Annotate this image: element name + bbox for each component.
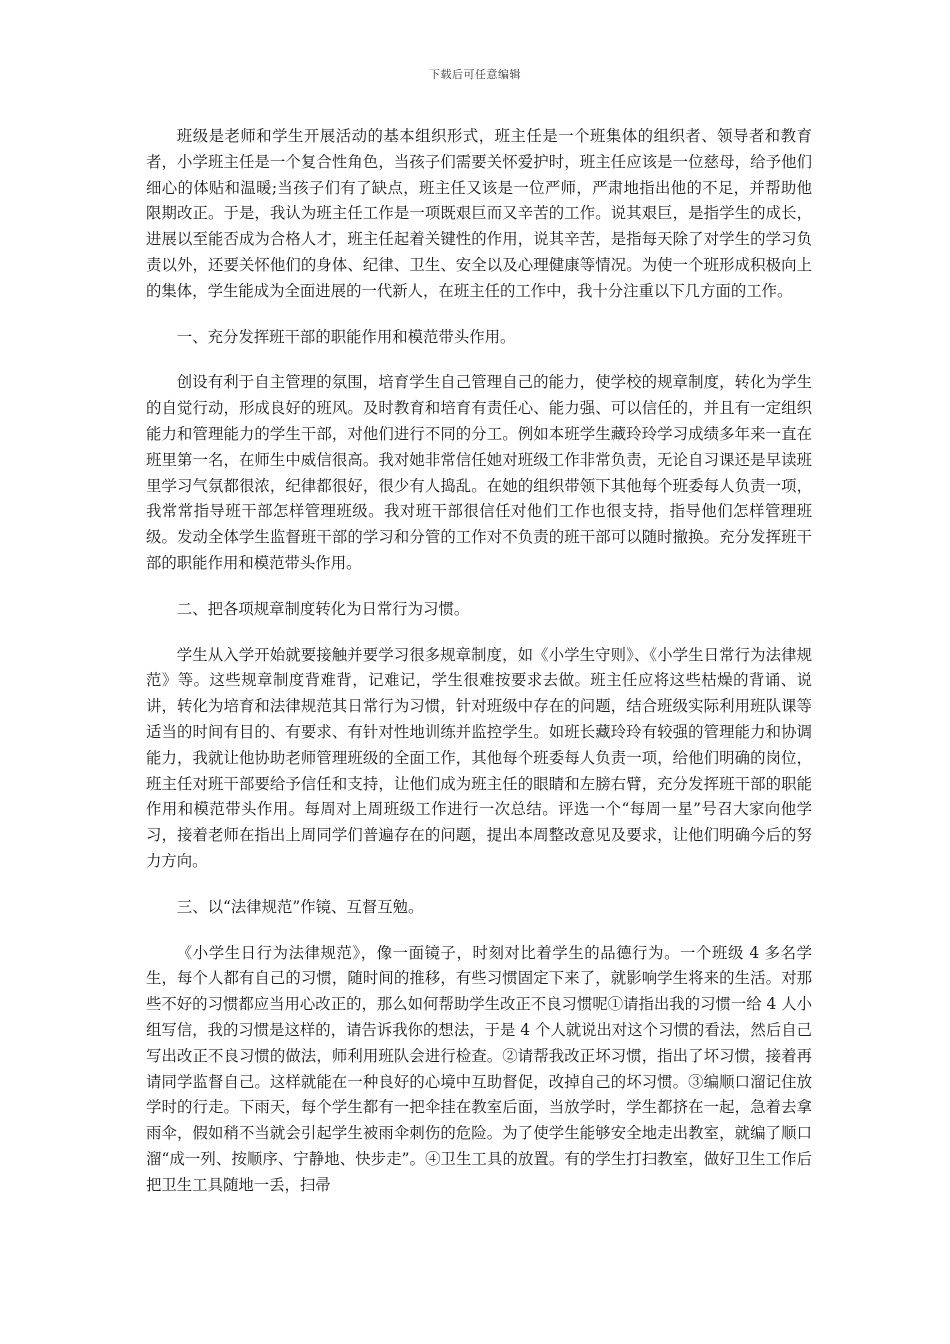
intro-paragraph: 班级是老师和学生开展活动的基本组织形式，班主任是一个班集体的组织者、领导者和教育者，小学班主任是一个复合性角色，当孩子们需要关怀爱护时，班主任应该是一位慈母，给予他们细心的体贴和温暖;当孩子们有了缺点，班主任又该是一位严师，严肃地指出他的不足，并帮助他限期改正。于是，我认为班主任工作是一项既艰巨而又辛苦的工作。说其艰巨，是指学生的成长，进展以至能否成为合格人才，班主任起着关键性的作用，说其辛苦，是指每天除了对学生的学习负责以外，还要关怀他们的身体、纪律、卫生、安全以及心理健康等情况。为使一个班形成积极向上的集体，学生能成为全面进展的一代新人，在班主任的工作中，我十分注重以下几方面的工作。 xyxy=(146,127,812,300)
page-header: 下载后可任意编辑 xyxy=(429,68,521,81)
section-2-paragraph: 学生从入学开始就要接触并要学习很多规章制度，如《小学生守则》、《小学生日常行为法律规范》等。这些规章制度背难背，记难记，学生很难按要求去做。班主任应将这些枯燥的背诵、说讲，转化为培育和法律规范其日常行为习惯，针对班级中存在的问题，结合班级实际利用班队课等适当的时间有目的、有要求、有针对性地训练并监控学生。如班长藏玲玲有较强的管理能力和协调能力，我就让他协助老师管理班级的全面工作，其他每个班委每人负责一项，给他们明确的岗位，班主任对班干部要给予信任和支持，让他们成为班主任的眼睛和左膀右臂，充分发挥班干部的职能作用和模范带头作用。每周对上周班级工作进行一次总结。评选一个“每周一星”号召大家向他学习，接着老师在指出上周同学们普遍存在的问题，提出本周整改意见及要求，让他们明确今后的努力方向。 xyxy=(146,645,812,870)
section-3-heading: 三、以“法律规范”作镜、互督互勉。 xyxy=(176,897,424,916)
section-3-paragraph: 《小学生日行为法律规范》，像一面镜子，时刻对比着学生的品德行为。一个班级 4 多名学生，每个人都有自己的习惯，随时间的推移，有些习惯固定下来了，就影响学生将来的生活。对那些不好的习惯都应当用心改正的，那么如何帮助学生改正不良习惯呢①请指出我的习惯一给 4 人小组写信，我的习惯是这样的，请告诉我你的想法，于是 4 个人就说出对这个习惯的看法，然后自己写出改正不良习惯的做法，师利用班队会进行检查。②请帮我改正坏习惯，指出了坏习惯，接着再请同学监督自己。这样就能在一种良好的心境中互助督促，改掉自己的坏习惯。③编顺口溜记住放学时的行走。下雨天，每个学生都有一把伞挂在教室后面，当放学时，学生都挤在一起，急着去拿雨伞，假如稍不当就会引起学生被雨伞刺伤的危险。为了使学生能够安全地走出教室，就编了顺口溜“成一列、按顺序、宁静地、快步走”。④卫生工具的放置。有的学生打扫教室，做好卫生工作后把卫生工具随地一丢，扫帚 xyxy=(146,943,812,1194)
section-1-heading: 一、充分发挥班干部的职能作用和模范带头作用。 xyxy=(176,327,516,346)
document-body xyxy=(146,124,812,1218)
section-1-paragraph: 创设有利于自主管理的氛围，培育学生自己管理自己的能力，使学校的规章制度，转化为学生的自觉行动，形成良好的班风。及时教育和培育有责任心、能力强、可以信任的，并且有一定组织能力和管理能力的学生干部，对他们进行不同的分工。例如本班学生藏玲玲学习成绩多年来一直在班里第一名，在师生中威信很高。我对她非常信任她对班级工作非常负责，无论自习课还是早读班里学习气氛都很浓，纪律都很好，很少有人捣乱。在她的组织带领下其他每个班委每人负责一项，我常常指导班干部怎样管理班级。我对班干部很信任对他们工作也很支持，指导他们怎样管理班级。发动全体学生监督班干部的学习和分管的工作对不负责的班干部可以随时撤换。充分发挥班干部的职能作用和模范带头作用。 xyxy=(146,373,812,572)
section-2-heading: 二、把各项规章制度转化为日常行为习惯。 xyxy=(176,599,470,618)
